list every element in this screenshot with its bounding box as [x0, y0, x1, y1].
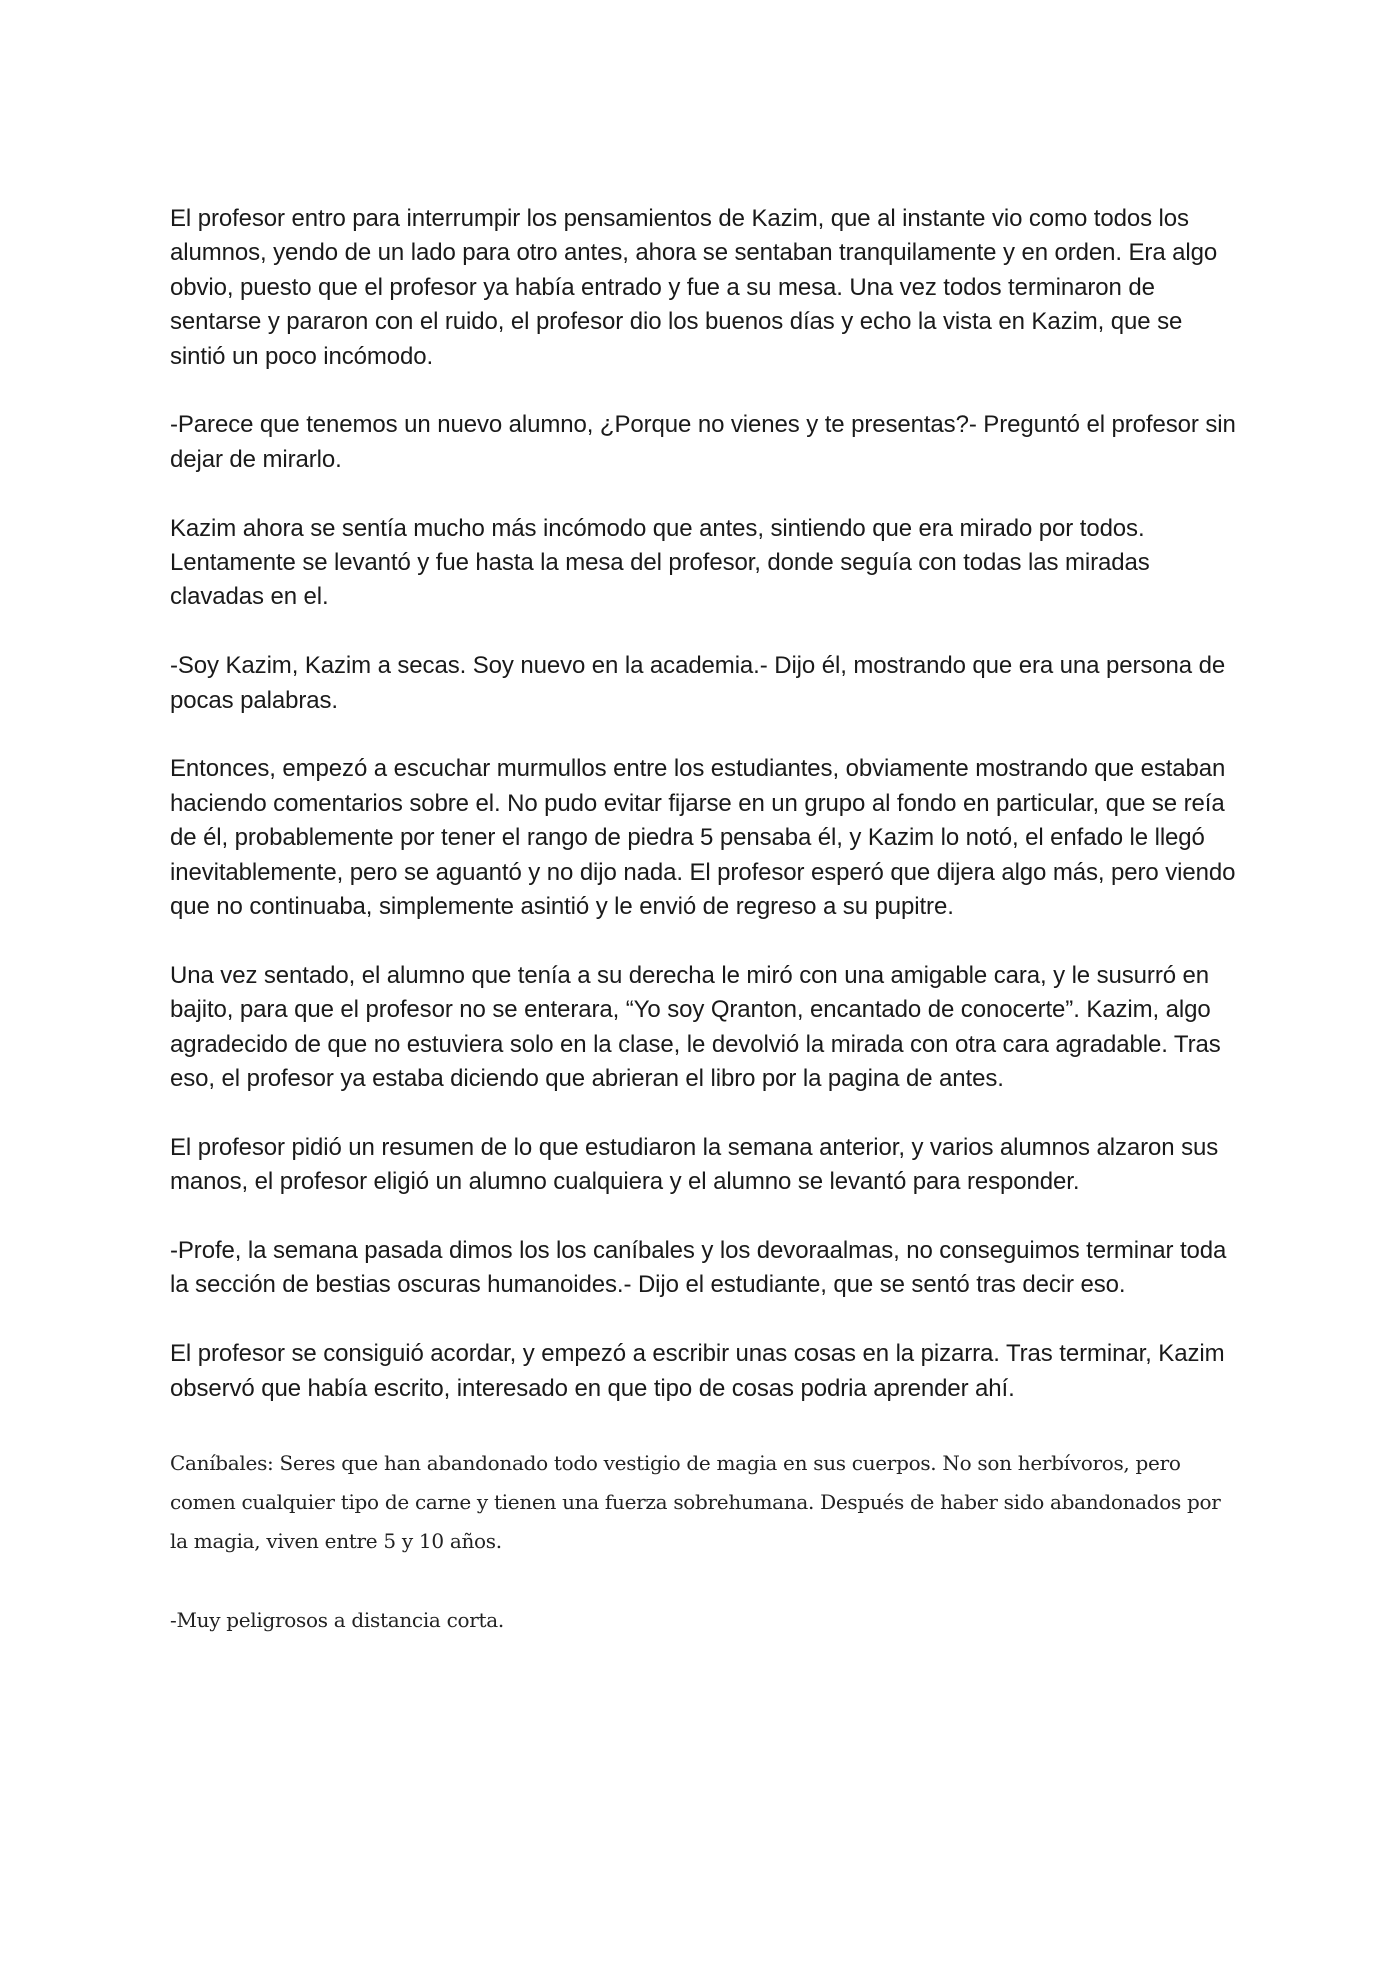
board-note-canibales: Caníbales: Seres que han abandonado todo vestigio de magia en sus cuerpos. No son herbívoros, pero comen cualquier tipo de carne y tienen una fuerza sobrehumana. Después de haber sido abandonados por la magia, viven entre 5 y 10 años. [170, 1451, 1221, 1554]
paragraph-murmurs: Entonces, empezó a escuchar murmullos entre los estudiantes, obviamente mostrando que estaban haciendo comentarios sobre el. No pudo evitar fijarse en un grupo al fondo en particular, que se reía de él, probablemente por tener el rango de piedra 5 pensaba él, y Kazim lo notó, el enfado le llegó inevitablemente, pero se aguantó y no dijo nada. El profesor esperó que dijera algo más, pero viendo que no continuaba, simplemente asintió y le envió de regreso a su pupitre. [170, 755, 1236, 921]
paragraph-summary-request: El profesor pidió un resumen de lo que estudiaron la semana anterior, y varios alumnos alzaron sus manos, el profesor eligió un alumno cualquiera y el alumno se levantó para responder. [170, 1133, 1219, 1196]
paragraph-qranton: Una vez sentado, el alumno que tenía a su derecha le miró con una amigable cara, y le susurró en bajito, para que el profesor no se enterara, “Yo soy Qranton, encantado de conocerte”. Kazim, algo agradecido de que no estuviera solo en la clase, le devolvió la mirada con otra cara agradable. Tras eso, el profesor ya estaba diciendo que abrieran el libro por la pagina de antes. [170, 961, 1221, 1093]
paragraph-professor-enters: El profesor entro para interrumpir los pensamientos de Kazim, que al instante vio como todos los alumnos, yendo de un lado para otro antes, ahora se sentaban tranquilamente y en orden. Era algo obvio, puesto que el profesor ya había entrado y fue a su mesa. Una vez todos terminaron de sentarse y pararon con el ruido, el profesor dio los buenos días y echo la vista en Kazim, que se sintió un poco incómodo. [170, 205, 1218, 370]
paragraph-board-writing: El profesor se consiguió acordar, y empezó a escribir unas cosas en la pizarra. Tras terminar, Kazim observó que había escrito, interesado en que tipo de cosas podria aprender ahí. [170, 1340, 1225, 1402]
board-note-danger: -Muy peligrosos a distancia corta. [170, 1608, 504, 1633]
paragraph-kazim-uncomfortable: Kazim ahora se sentía mucho más incómodo que antes, sintiendo que era mirado por todos. Lentamente se levantó y fue hasta la mesa del profesor, donde seguía con todas las miradas clavadas en el. [170, 514, 1150, 611]
paragraph-student-answer: -Profe, la semana pasada dimos los los caníbales y los devoraalmas, no conseguimos terminar toda la sección de bestias oscuras humanoides.- Dijo el estudiante, que se sentó tras decir eso. [170, 1237, 1227, 1299]
paragraph-kazim-introduction: -Soy Kazim, Kazim a secas. Soy nuevo en la academia.- Dijo él, mostrando que era una persona de pocas palabras. [170, 652, 1226, 714]
document-body [170, 202, 1240, 1640]
paragraph-professor-question: -Parece que tenemos un nuevo alumno, ¿Porque no vienes y te presentas?- Preguntó el profesor sin dejar de mirarlo. [170, 411, 1236, 473]
